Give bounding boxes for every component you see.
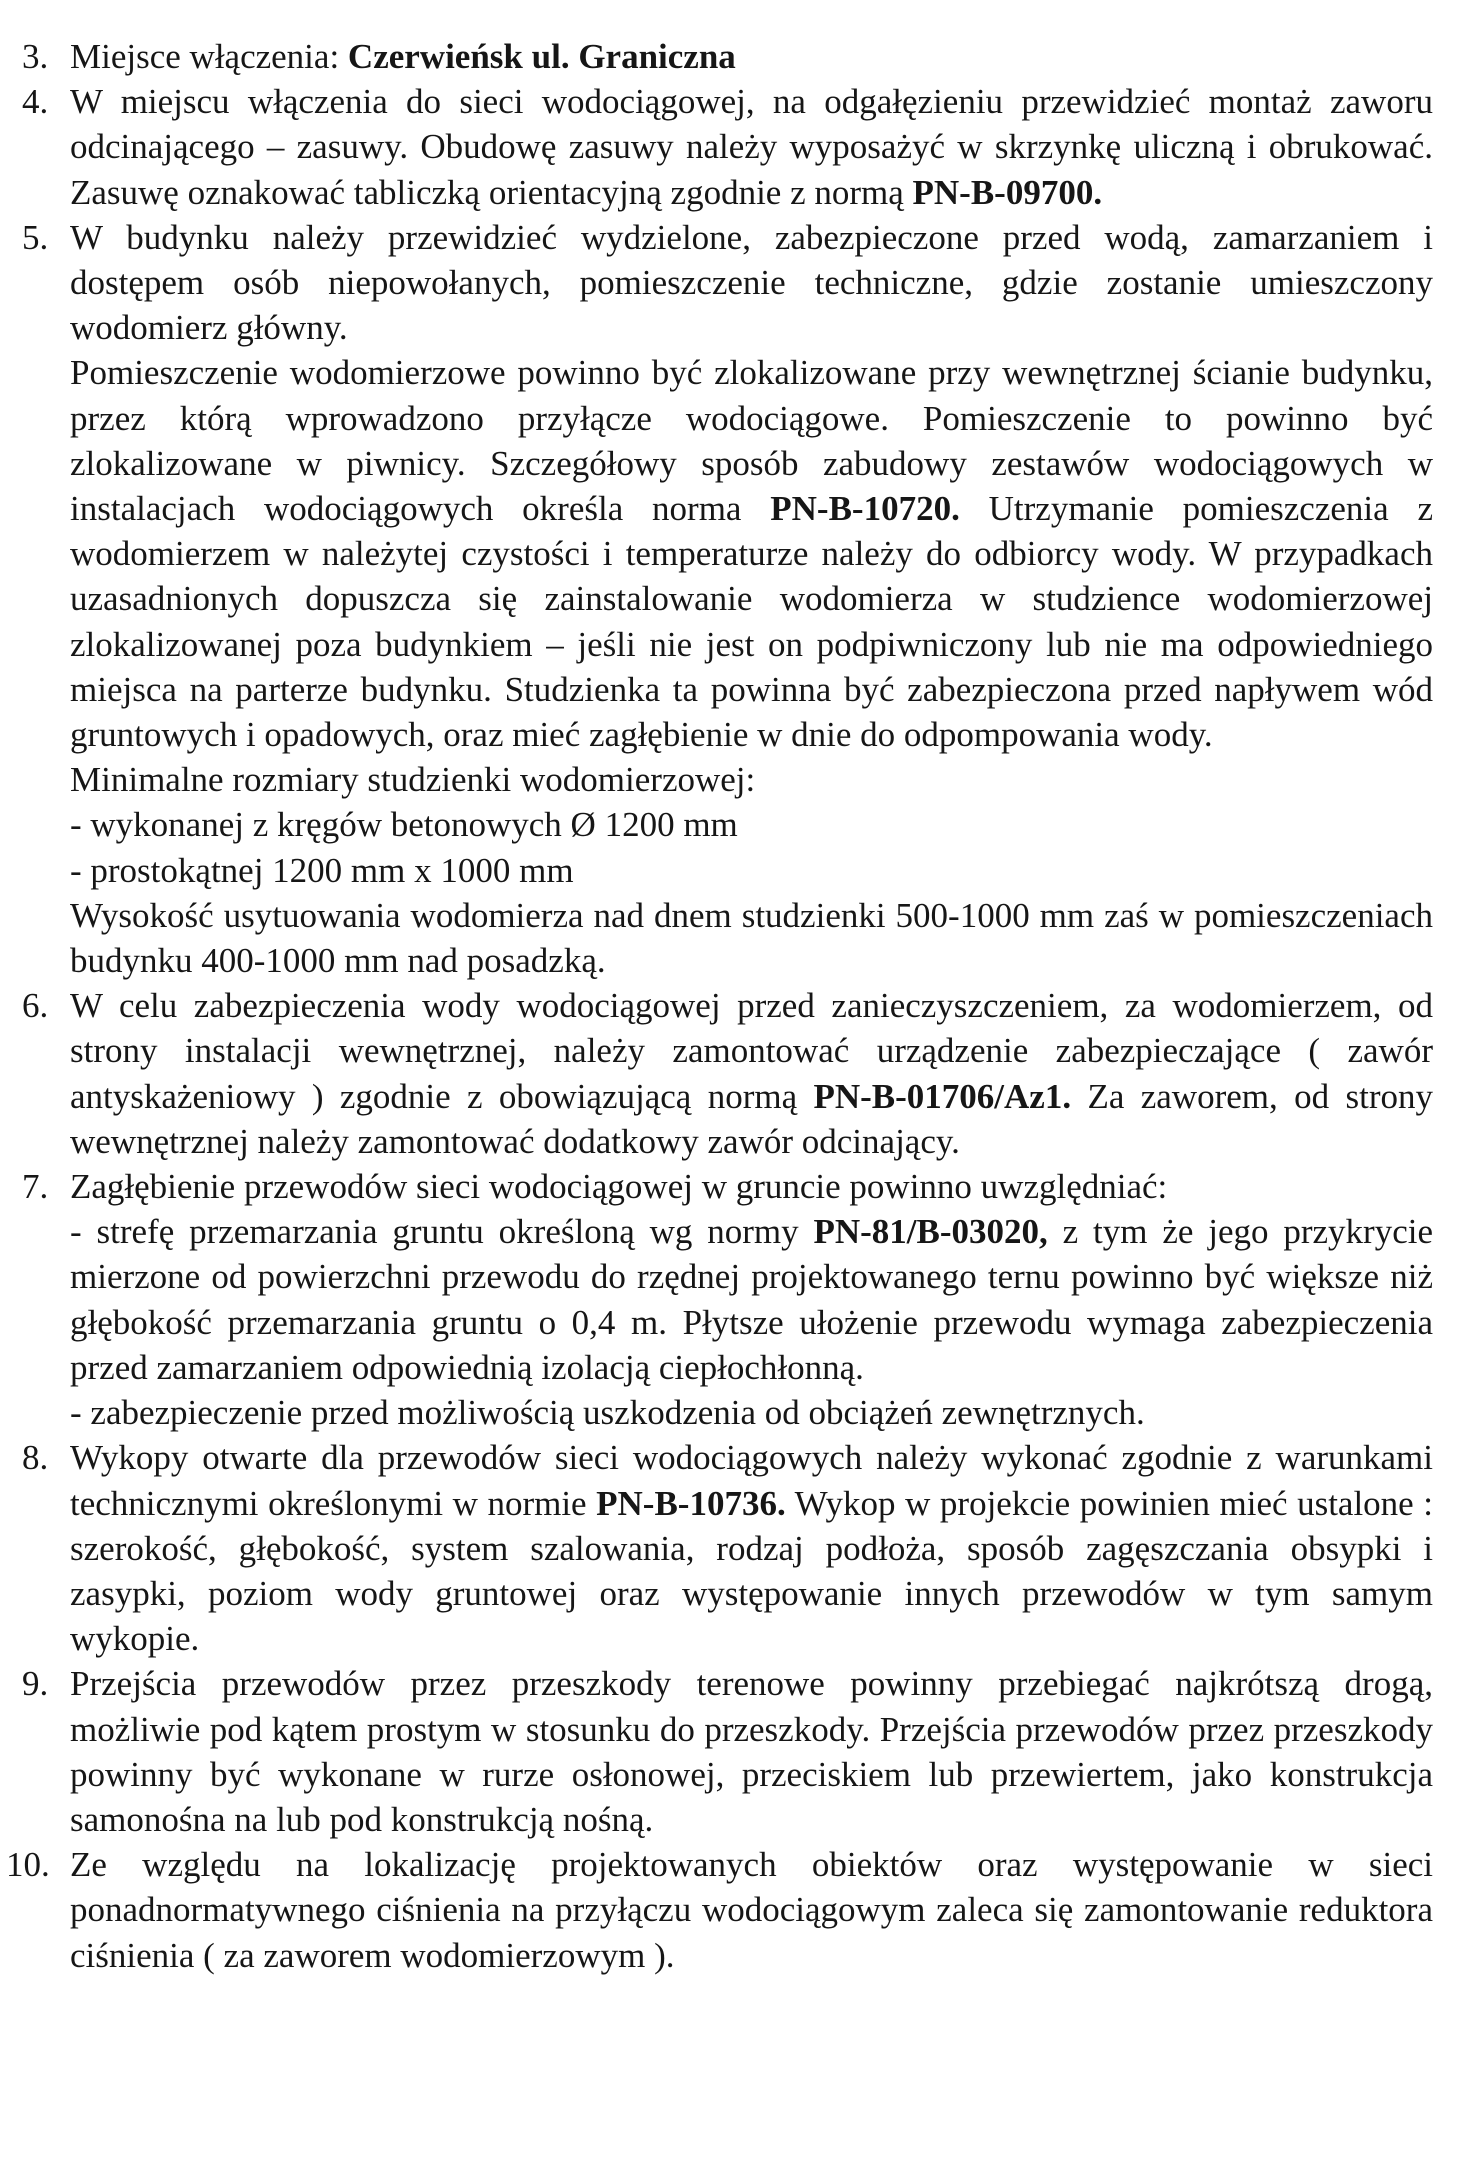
text-run: Wykop w projekcie powinien mieć ustalone : szerokość, głębokość, system szalowania, rodzaj podłoża, sposób zagęszczania obsypki i zasypki, poziom wody gruntowej oraz występowanie innych przewodów w tym samym wykopie. <box>70 1483 1433 1659</box>
list-item <box>22 1661 1433 1842</box>
list-item-body <box>70 983 1433 1164</box>
list-item-number: 7. <box>22 1167 49 1207</box>
list-item-number: 5. <box>22 217 49 257</box>
text-run: - prostokątnej 1200 mm x 1000 mm <box>70 850 574 890</box>
list-item-number: 6. <box>22 986 49 1026</box>
paragraph <box>70 350 1433 757</box>
list-item <box>22 1435 1433 1661</box>
text-run: - zabezpieczenie przed możliwością uszkodzenia od obciążeń zewnętrznych. <box>70 1393 1145 1433</box>
list-item-body <box>70 34 1433 79</box>
norm-reference: PN-81/B-03020, <box>813 1212 1048 1252</box>
paragraph <box>70 1842 1433 1978</box>
text-run: W celu zabezpieczenia wody wodociągowej przed zanieczyszczeniem, za wodomierzem, od strony instalacji wewnętrznej, należy zamontować urządzenie zabezpieczające ( zawór antyskażeniowy ) zgodnie z obowiązującą normą <box>70 986 1433 1116</box>
list-item <box>22 1164 1433 1435</box>
paragraph <box>70 1164 1433 1209</box>
list-item <box>22 34 1433 79</box>
text-run: Wykopy otwarte dla przewodów sieci wodociągowych należy wykonać zgodnie z warunkami technicznymi określonymi w normie <box>70 1438 1433 1523</box>
paragraph <box>70 34 1433 79</box>
text-run: Minimalne rozmiary studzienki wodomierzowej: <box>70 760 756 800</box>
text-run: W miejscu włączenia do sieci wodociągowej, na odgałęzieniu przewidzieć montaż zaworu odcinającego – zasuwy. Obudowę zasuwy należy wyposażyć w skrzynkę uliczną i obrukować. Zasuwę oznakować tabliczką orientacyjną zgodnie z normą <box>70 82 1433 212</box>
list-item <box>6 1842 1433 1978</box>
list-item <box>22 215 1433 983</box>
text-run: Pomieszczenie wodomierzowe powinno być zlokalizowane przy wewnętrznej ścianie budynku, przez którą wprowadzono przyłącze wodociągowe. Pomieszczenie to powinno być zlokalizowane w piwnicy. Szczegółowy sposób zabudowy zestawów wodociągowych w instalacjach wodociągowych określa norma <box>70 353 1433 529</box>
paragraph <box>70 215 1433 351</box>
list-item-number: 10. <box>6 1845 50 1885</box>
paragraph <box>70 848 1433 893</box>
text-run: Ze względu na lokalizację projektowanych obiektów oraz występowanie w sieci ponadnormatywnego ciśnienia na przyłączu wodociągowym zaleca się zamontowanie reduktora ciśnienia ( za zaworem wodomierzowym ). <box>70 1845 1433 1975</box>
paragraph <box>70 1661 1433 1842</box>
norm-reference: PN-B-10720. <box>770 489 960 529</box>
paragraph <box>70 893 1433 983</box>
list-item-body <box>70 1435 1433 1661</box>
paragraph <box>70 802 1433 847</box>
text-run: Zagłębienie przewodów sieci wodociągowej w gruncie powinno uwzględniać: <box>70 1167 1168 1207</box>
list-item-body <box>70 215 1433 983</box>
text-run: Miejsce włączenia: <box>70 37 348 76</box>
list-item-number: 9. <box>22 1664 49 1704</box>
list-item-body <box>70 1164 1433 1435</box>
paragraph <box>70 79 1433 215</box>
paragraph <box>70 983 1433 1164</box>
text-run: - wykonanej z kręgów betonowych Ø 1200 mm <box>70 805 738 845</box>
text-run: W budynku należy przewidzieć wydzielone, zabezpieczone przed wodą, zamarzaniem i dostępem osób niepowołanych, pomieszczenie techniczne, gdzie zostanie umieszczony wodomierz główny. <box>70 217 1433 348</box>
list-item-number: 3. <box>22 37 49 76</box>
paragraph <box>70 757 1433 802</box>
list-item <box>22 79 1433 215</box>
list-item-number: 8. <box>22 1438 49 1478</box>
paragraph <box>70 1390 1433 1435</box>
norm-reference: PN-B-10736. <box>596 1483 786 1523</box>
norm-reference: Czerwieńsk ul. Graniczna <box>347 37 736 76</box>
paragraph <box>70 1209 1433 1390</box>
list-item-number: 4. <box>22 82 49 122</box>
text-run: Utrzymanie pomieszczenia z wodomierzem w należytej czystości i temperaturze należy do odbiorcy wody. W przypadkach uzasadnionych dopuszcza się zainstalowanie wodomierza w studzience wodomierzowej zlokalizowanej poza budynkiem – jeśli nie jest on podpiwniczony lub nie ma odpowiedniego miejsca na parterze budynku. Studzienka ta powinna być zabezpieczona przed napływem wód gruntowych i opadowych, oraz mieć zagłębienie w dnie do odpompowania wody. <box>70 489 1433 755</box>
list-item-body <box>70 1842 1433 1978</box>
text-run: Wysokość usytuowania wodomierza nad dnem studzienki 500-1000 mm zaś w pomieszczeniach budynku 400-1000 mm nad posadzką. <box>70 895 1433 981</box>
paragraph <box>70 1435 1433 1661</box>
text-run: Za zaworem, od strony wewnętrznej należy zamontować dodatkowy zawór odcinający. <box>70 1076 1433 1161</box>
list-item <box>22 983 1433 1164</box>
text-run: z tym że jego przykrycie mierzone od powierzchni przewodu do rzędnej projektowanego ternu powinno być większe niż głębokość przemarzania gruntu o 0,4 m. Płytsze ułożenie przewodu wymaga zabezpieczenia przed zamarzaniem odpowiednią izolacją ciepłochłonną. <box>70 1212 1434 1387</box>
text-run: - strefę przemarzania gruntu określoną wg normy <box>70 1212 814 1252</box>
norm-reference: PN-B-09700. <box>912 172 1103 212</box>
norm-reference: PN-B-01706/Az1. <box>813 1076 1072 1116</box>
text-run: Przejścia przewodów przez przeszkody terenowe powinny przebiegać najkrótszą drogą, możliwie pod kątem prostym w stosunku do przeszkody. Przejścia przewodów przez przeszkody powinny być wykonane w rurze osłonowej, przeciskiem lub przewiertem, jako konstrukcja samonośna na lub pod konstrukcją nośną. <box>70 1664 1433 1839</box>
list-item-body <box>70 79 1433 215</box>
list-item-body <box>70 1661 1433 1842</box>
